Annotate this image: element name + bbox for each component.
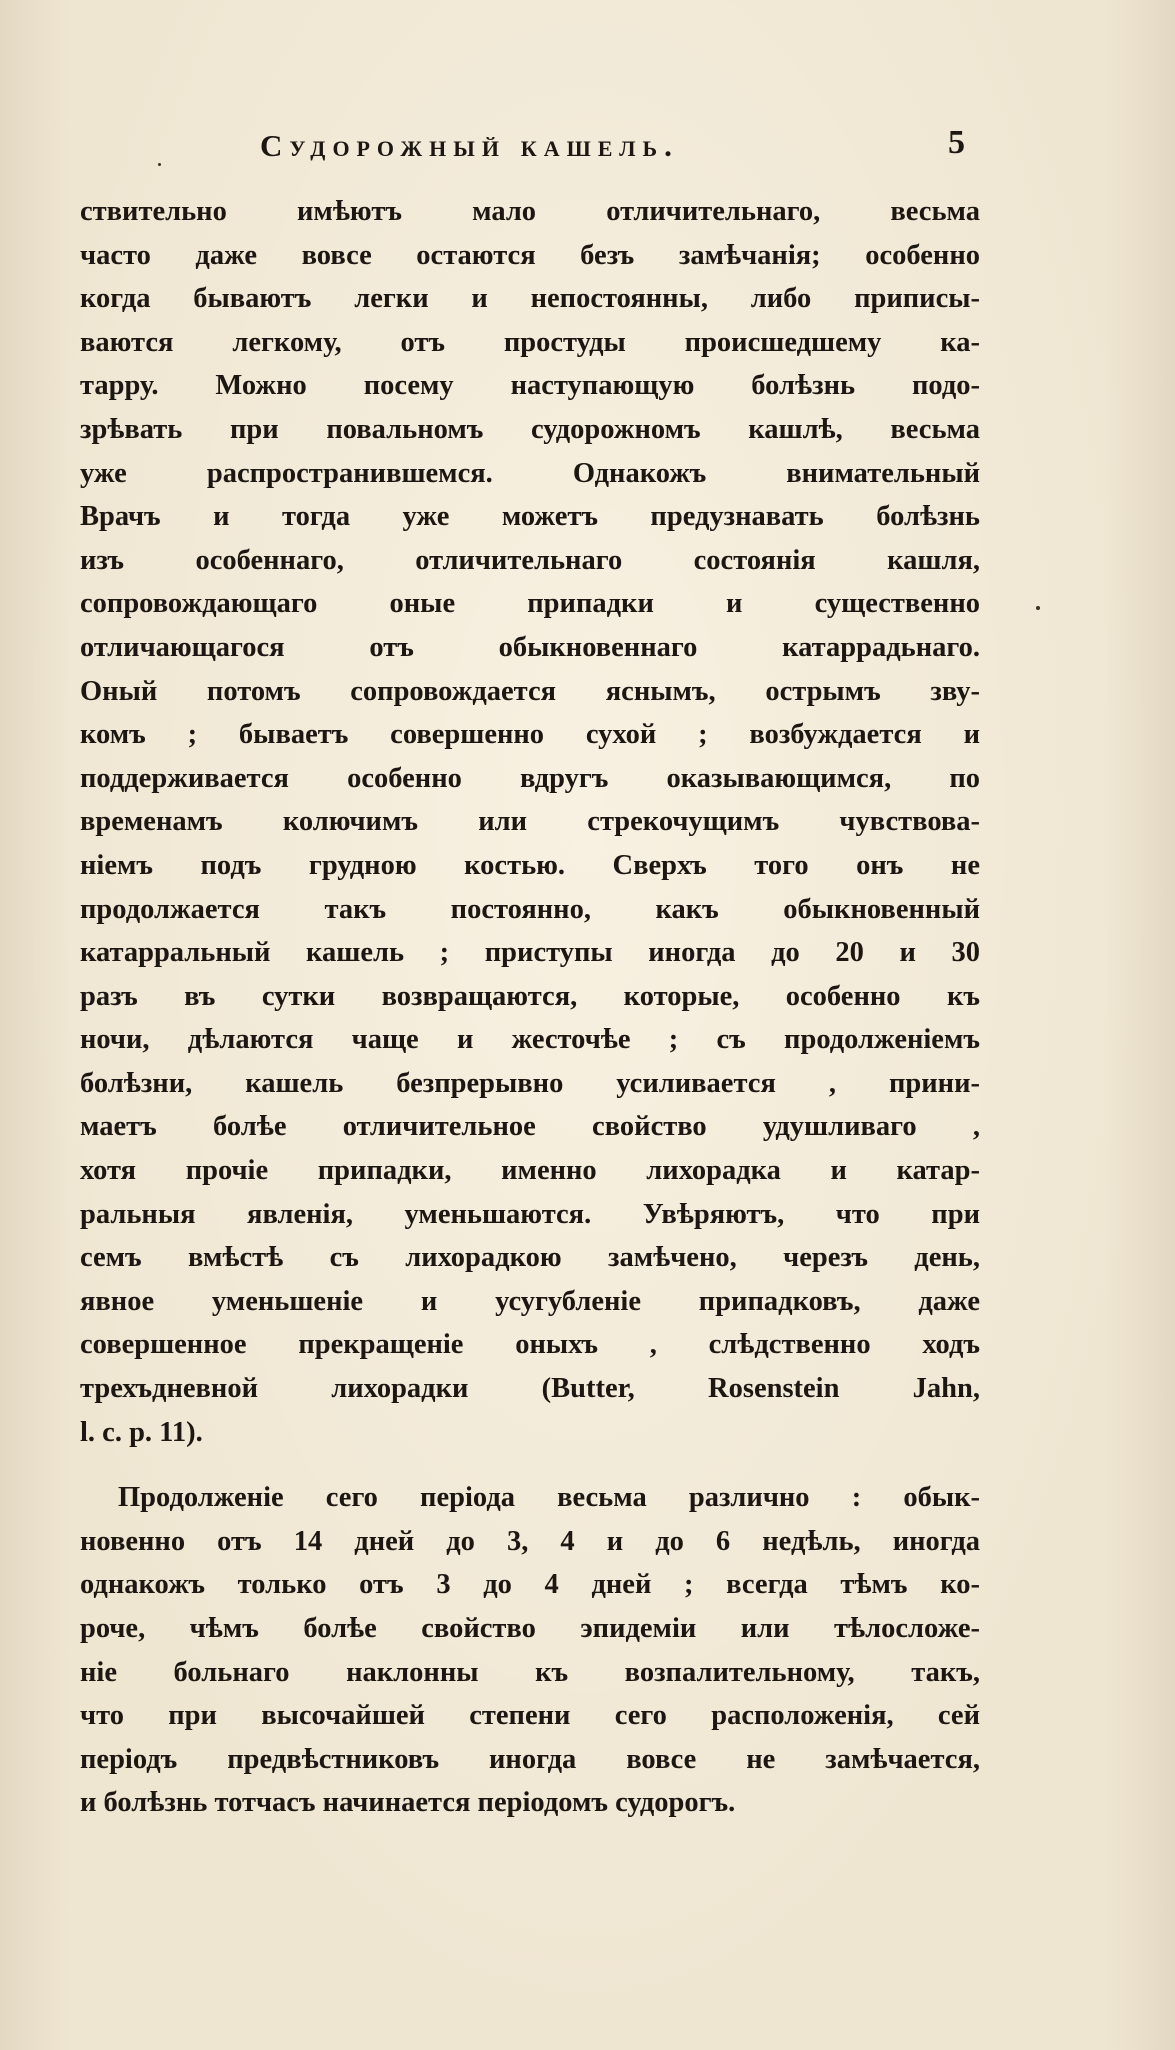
- text-line: изъ особеннаго, отличительнаго состоянія кашля,: [80, 544, 980, 576]
- text-line: зрѣвать при повальномъ судорожномъ кашлѣ, весьма: [80, 413, 980, 445]
- paragraph-2: [80, 1476, 980, 1825]
- text-line: и болѣзнь тотчасъ начинается періодомъ судорогъ.: [80, 1787, 736, 1819]
- paragraph-1: [80, 190, 980, 1454]
- text-line: отличающагося отъ обыкновеннаго катаррадьнаго.: [80, 631, 980, 663]
- page-number: 5: [948, 124, 965, 161]
- text-line: маетъ болѣе отличительное свойство удушливаго ,: [80, 1111, 980, 1143]
- text-line: часто даже вовсе остаются безъ замѣчанія; особенно: [80, 239, 980, 271]
- text-line: явное уменьшеніе и усугубленіе припадковъ, даже: [80, 1285, 980, 1317]
- paper-speck: [1036, 606, 1040, 610]
- text-line: сопровождающаго оные припадки и существенно: [80, 588, 980, 620]
- text-line: ваются легкому, отъ простуды происшедшему ка-: [80, 326, 980, 358]
- body-text: [80, 190, 980, 1825]
- text-line: Продолженіе сего періода весьма различно : обык-: [118, 1482, 980, 1514]
- paragraph-gap: [80, 1454, 980, 1476]
- text-line: разъ въ сутки возвращаются, которые, особенно къ: [80, 980, 980, 1012]
- text-line: уже распространившемся. Однакожъ внимательный: [80, 457, 980, 489]
- text-line: хотя прочіе припадки, именно лихорадка и катар-: [80, 1155, 980, 1187]
- text-line: комъ ; бываетъ совершенно сухой ; возбуждается и: [80, 719, 980, 751]
- text-line: ствительно имѣютъ мало отличительнаго, весьма: [80, 196, 980, 227]
- text-line: что при высочайшей степени сего расположенія, сей: [80, 1700, 980, 1732]
- text-line: болѣзни, кашель безпрерывно усиливается , прини-: [80, 1067, 980, 1099]
- text-line: временамъ колючимъ или стрекочущимъ чувствова-: [80, 806, 980, 838]
- text-line: ральныя явленія, уменьшаются. Увѣряютъ, что при: [80, 1198, 980, 1230]
- text-line: совершенное прекращеніе оныхъ , слѣдственно ходъ: [80, 1329, 980, 1361]
- text-line: періодъ предвѣстниковъ иногда вовсе не замѣчается,: [80, 1743, 980, 1775]
- running-title: Судорожный кашель.: [260, 128, 679, 163]
- text-line: поддерживается особенно вдругъ оказывающимся, по: [80, 762, 980, 794]
- text-line: Оный потомъ сопровождается яснымъ, острымъ зву-: [80, 675, 980, 707]
- text-line: трехъдневной лихорадки (Butter, Rosenstein Jahn,: [80, 1373, 980, 1405]
- text-line: семъ вмѣстѣ съ лихорадкою замѣчено, черезъ день,: [80, 1242, 980, 1274]
- text-line: катарральный кашель ; приступы иногда до 20 и 30: [80, 937, 980, 969]
- text-line: новенно отъ 14 дней до 3, 4 и до 6 недѣль, иногда: [80, 1525, 980, 1557]
- text-line: продолжается такъ постоянно, какъ обыкновенный: [80, 893, 980, 925]
- paper-speck: [158, 163, 161, 166]
- text-line: l. c. p. 11).: [80, 1416, 203, 1448]
- text-line: роче, чѣмъ болѣе свойство эпидеміи или тѣлосложе-: [80, 1613, 980, 1644]
- text-line: Врачъ и тогда уже можетъ предузнавать болѣзнь: [80, 501, 980, 533]
- text-line: ніе больнаго наклонны къ возпалительному, такъ,: [80, 1656, 980, 1688]
- text-line: однакожъ только отъ 3 до 4 дней ; всегда тѣмъ ко-: [80, 1569, 980, 1601]
- page-header: [0, 124, 1175, 178]
- text-line: ночи, дѣлаются чаще и жесточѣе ; съ продолженіемъ: [80, 1024, 980, 1056]
- text-line: когда бываютъ легки и непостоянны, либо приписы-: [80, 283, 980, 315]
- text-line: тарру. Можно посему наступающую болѣзнь подо-: [80, 370, 980, 402]
- text-line: ніемъ подъ грудною костью. Сверхъ того онъ не: [80, 849, 980, 881]
